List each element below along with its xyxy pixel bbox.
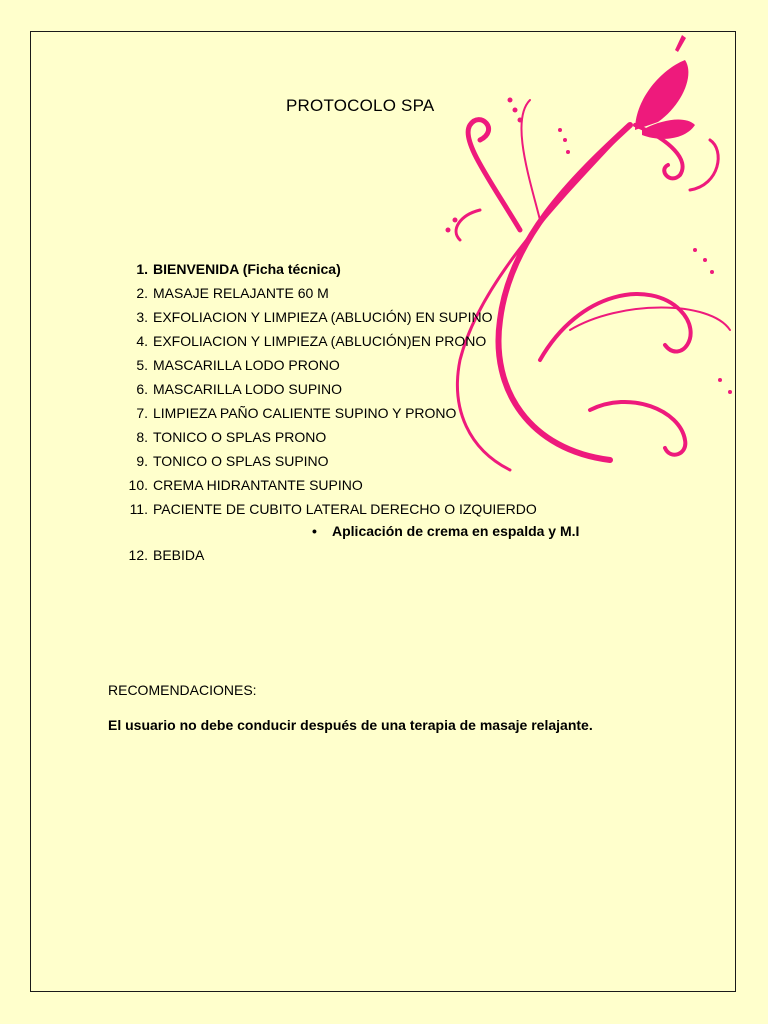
list-item-text: EXFOLIACION Y LIMPIEZA (ABLUCIÓN)EN PRONO [153, 333, 487, 349]
list-item-text: MASAJE RELAJANTE 60 M [153, 285, 329, 301]
list-item-number: 12. [128, 547, 148, 563]
list-item-text: MASCARILLA LODO SUPINO [153, 381, 343, 397]
list-item-number: 4. [136, 333, 148, 349]
list-item-text: TONICO O SPLAS PRONO [153, 429, 327, 445]
page-title: PROTOCOLO SPA [286, 96, 435, 115]
sub-list-item [312, 519, 579, 543]
list-item-text: LIMPIEZA PAÑO CALIENTE SUPINO Y PRONO [153, 405, 457, 421]
list-item-number: 9. [136, 453, 148, 469]
list-item-number: 10. [128, 477, 148, 493]
list-item-number: 11. [129, 501, 148, 517]
list-item-text: TONICO O SPLAS SUPINO [153, 453, 329, 469]
list-item-number: 1. [136, 261, 148, 277]
list-item-number: 8. [136, 429, 148, 445]
list-item-number: 2. [136, 285, 148, 301]
recommendations-heading: RECOMENDACIONES: [108, 682, 257, 698]
list-item-text: BEBIDA [153, 547, 205, 563]
list-item-number: 3. [136, 309, 148, 325]
recommendations-text: El usuario no debe conducir después de una terapia de masaje relajante. [108, 717, 593, 733]
list-item-number: 5. [136, 357, 148, 373]
list-item-number: 7. [136, 405, 148, 421]
butterfly-swirl-ornament-icon [420, 30, 740, 490]
sub-list-item-text: Aplicación de crema en espalda y M.I [332, 523, 580, 539]
list-item-text: CREMA HIDRANTANTE SUPINO [153, 477, 363, 493]
bullet-icon: • [312, 523, 317, 539]
list-item-text: MASCARILLA LODO PRONO [153, 357, 340, 373]
list-item-text: EXFOLIACION Y LIMPIEZA (ABLUCIÓN) EN SUPINO [153, 309, 493, 325]
list-item-text: PACIENTE DE CUBITO LATERAL DERECHO O IZQUIERDO [153, 501, 537, 517]
list-item-number: 6. [136, 381, 148, 397]
list-item-text: BIENVENIDA (Ficha técnica) [153, 261, 341, 277]
